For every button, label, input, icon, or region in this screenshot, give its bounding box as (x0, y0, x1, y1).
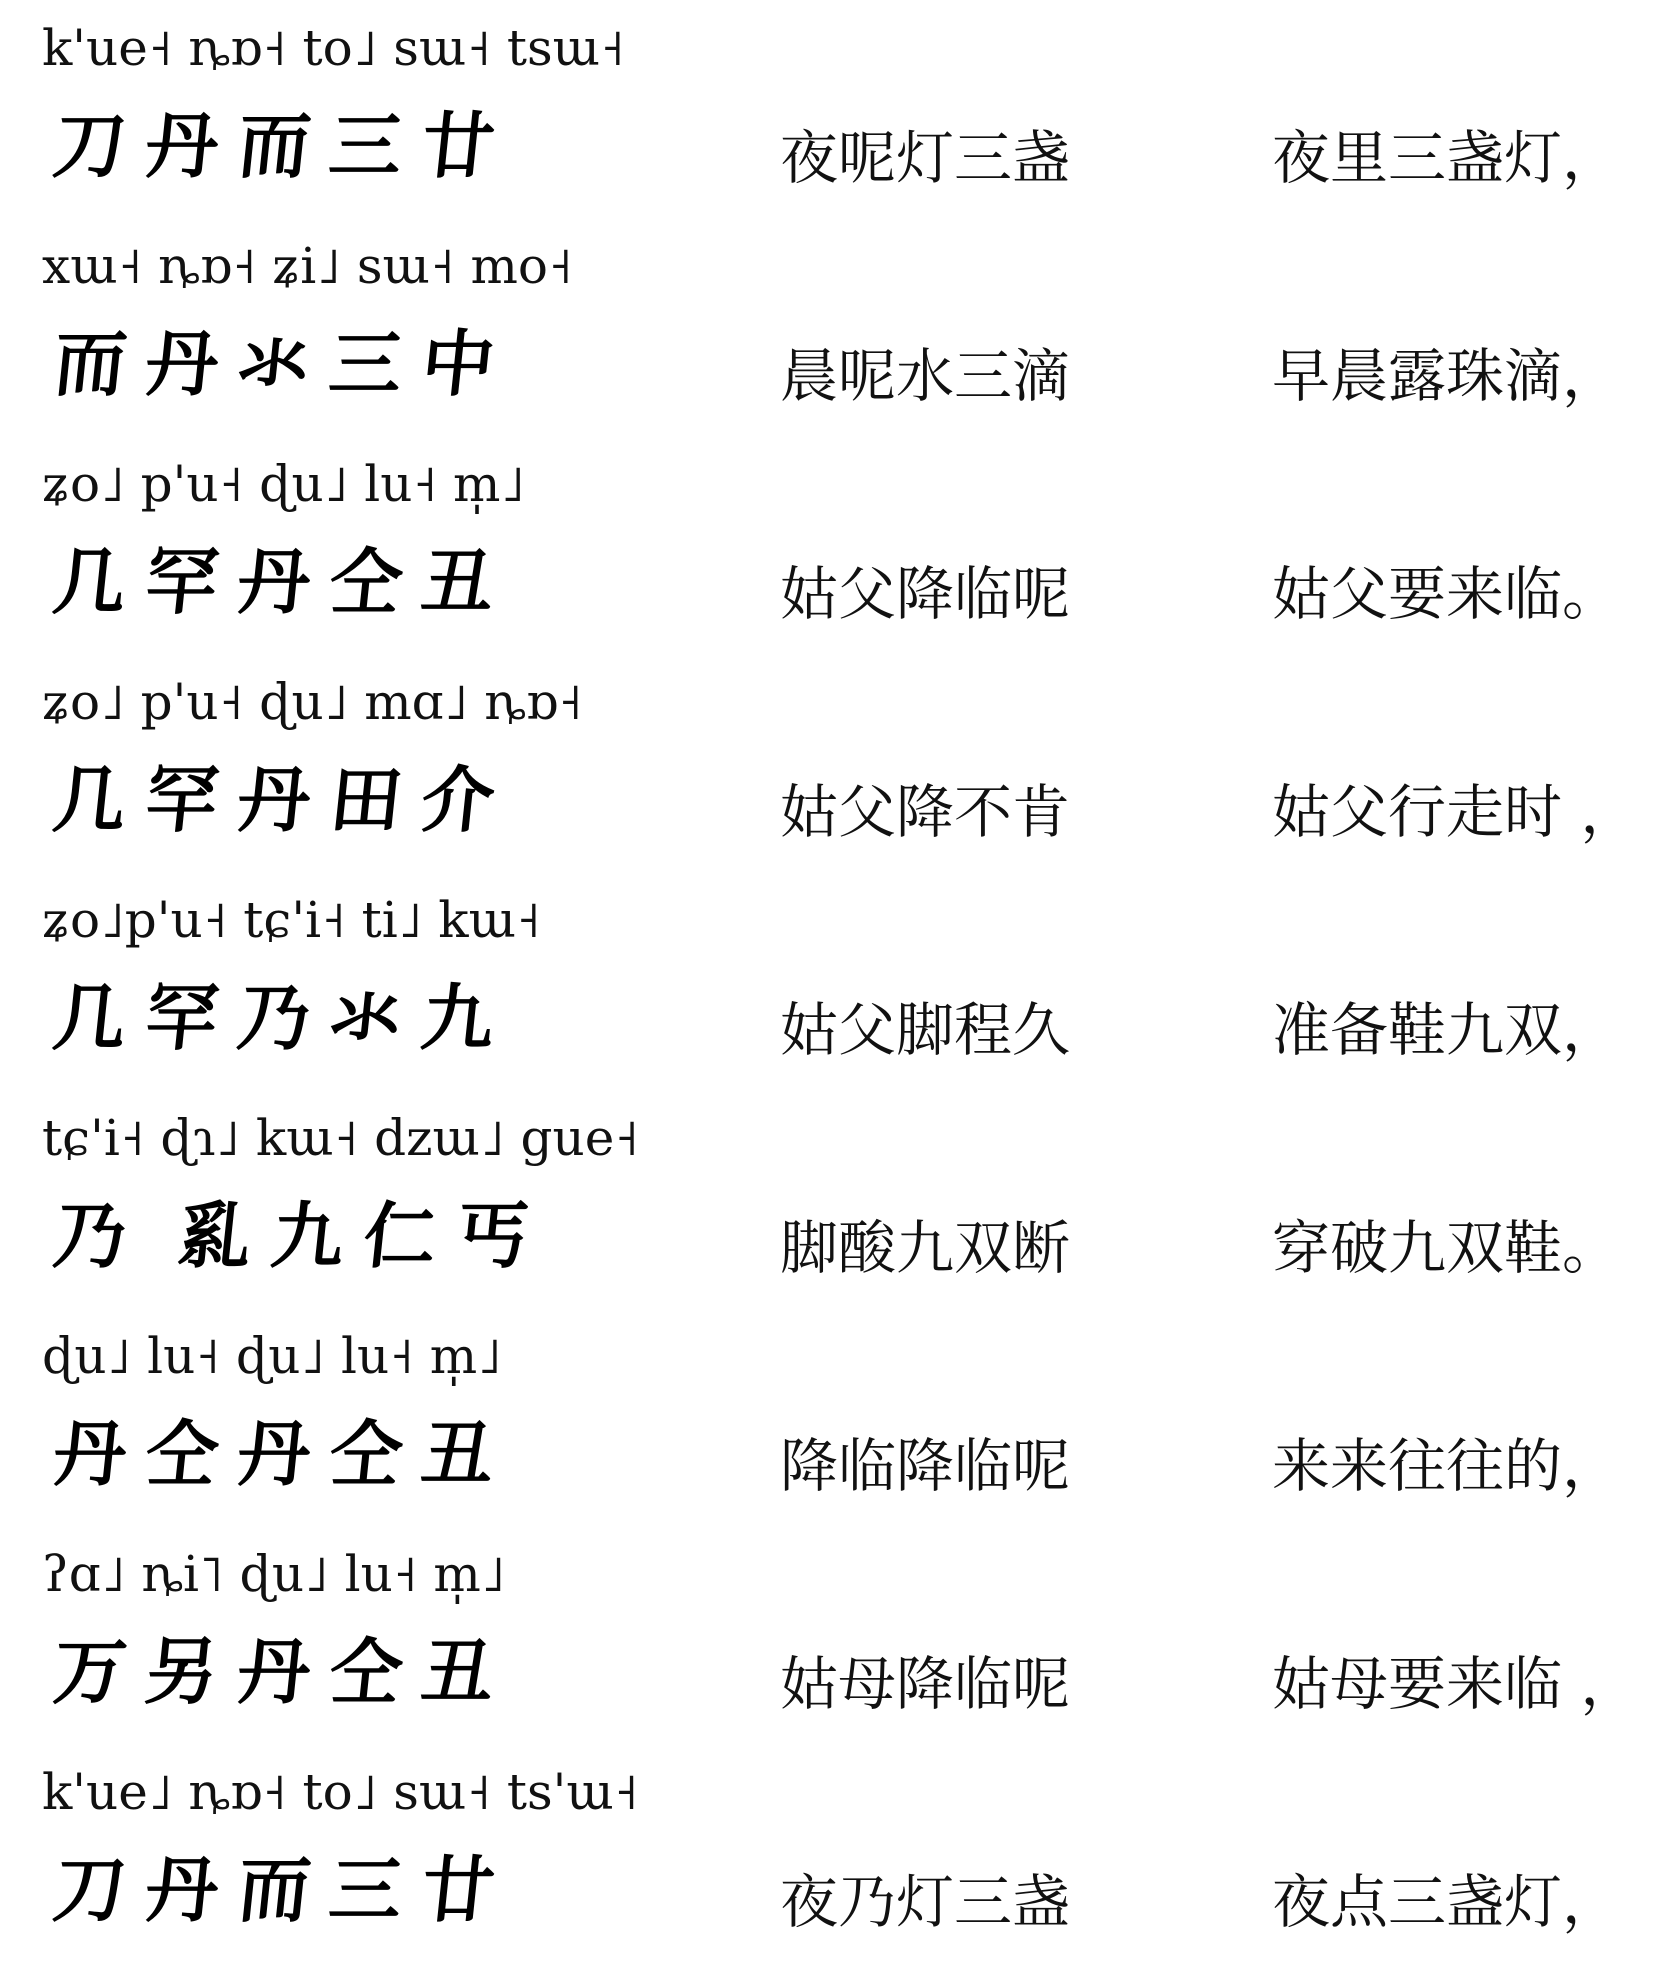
script-glyph: 刀 (49, 104, 131, 188)
script-glyph: 而 (233, 1848, 315, 1932)
script-glyph: 丐 (451, 1194, 533, 1278)
script-glyph: 乿 (175, 1194, 257, 1278)
verse-1 (0, 0, 1674, 218)
script-glyph: 田 (325, 758, 407, 842)
script-glyph: 九 (417, 976, 499, 1060)
script-glyph: 三 (325, 104, 407, 188)
script-glyph: 丹 (49, 1412, 131, 1496)
script-glyph-line (40, 1848, 509, 1932)
phonetic-line: ɖu˩ lu˧ ɖu˩ lu˧ m̩˩ (42, 1327, 502, 1385)
script-glyph: 丑 (417, 540, 499, 624)
free-translation: 夜点三盏灯， (1272, 1868, 1621, 1936)
script-glyph: 廿 (417, 1848, 499, 1932)
free-translation: 夜里三盏灯， (1272, 124, 1621, 192)
script-glyph: 仁 (359, 1194, 441, 1278)
script-glyph: 中 (417, 322, 499, 406)
verse-5 (0, 872, 1674, 1090)
script-glyph: 仝 (325, 540, 407, 624)
script-glyph: 丹 (233, 540, 315, 624)
verse-8 (0, 1526, 1674, 1744)
verse-6 (0, 1090, 1674, 1308)
script-glyph-line (40, 1630, 509, 1714)
free-translation: 姑父要来临。 (1272, 560, 1621, 628)
script-glyph: 乃 (49, 1194, 131, 1278)
verse-2 (0, 218, 1674, 436)
verse-9 (0, 1744, 1674, 1962)
script-glyph: 介 (417, 758, 499, 842)
script-glyph: 氺 (325, 976, 407, 1060)
script-glyph: 乃 (233, 976, 315, 1060)
script-glyph: 万 (49, 1630, 131, 1714)
phonetic-line: ʑo˩ p'u˧ ɖu˩ lu˧ m̩˩ (42, 455, 526, 513)
script-glyph: 九 (267, 1194, 349, 1278)
phonetic-line: k'ue˧ ȵɒ˧ to˩ sɯ˧ tsɯ˧ (42, 19, 625, 77)
script-glyph-line (40, 322, 509, 406)
free-translation: 姑父行走时 ， (1272, 778, 1639, 846)
script-glyph-line (40, 1412, 509, 1496)
free-translation: 准备鞋九双， (1272, 996, 1621, 1064)
script-glyph-line (40, 976, 509, 1060)
free-translation: 姑母要来临 ， (1272, 1650, 1639, 1718)
script-glyph: 另 (141, 1630, 223, 1714)
literal-gloss: 姑父降不肯 (780, 778, 1071, 846)
script-glyph-line (40, 540, 509, 624)
script-glyph: 仝 (141, 1412, 223, 1496)
verse-3 (0, 436, 1674, 654)
script-glyph: 廿 (417, 104, 499, 188)
script-glyph: 丑 (417, 1630, 499, 1714)
free-translation: 来来往往的， (1272, 1432, 1621, 1500)
script-glyph: 罕 (141, 758, 223, 842)
phonetic-line: k'ue˩ ȵɒ˧ to˩ sɯ˧ ts'ɯ˧ (42, 1763, 639, 1821)
script-glyph: 而 (233, 104, 315, 188)
script-glyph: 仝 (325, 1412, 407, 1496)
literal-gloss: 脚酸九双断 (780, 1214, 1071, 1282)
verse-7 (0, 1308, 1674, 1526)
script-glyph: 仝 (325, 1630, 407, 1714)
literal-gloss: 降临降临呢 (780, 1432, 1071, 1500)
script-glyph: 丹 (141, 104, 223, 188)
literal-gloss: 姑母降临呢 (780, 1650, 1071, 1718)
phonetic-line: ʑo˩ p'u˧ ɖu˩ mɑ˩ ȵɒ˧ (42, 673, 583, 731)
script-glyph-line (40, 1194, 543, 1278)
script-glyph: 几 (49, 976, 131, 1060)
phonetic-line: ʑo˩p'u˧ tɕ'i˧ ti˩ kɯ˧ (42, 891, 541, 949)
verse-4 (0, 654, 1674, 872)
script-glyph: 几 (49, 758, 131, 842)
literal-gloss: 晨呢水三滴 (780, 342, 1071, 410)
phonetic-line: xɯ˧ ȵɒ˧ ʑi˩ sɯ˧ mo˧ (42, 237, 573, 295)
script-glyph: 三 (325, 1848, 407, 1932)
script-glyph: 氺 (233, 322, 315, 406)
script-glyph: 几 (49, 540, 131, 624)
script-glyph: 丹 (141, 322, 223, 406)
script-glyph: 丑 (417, 1412, 499, 1496)
script-glyph: 丹 (233, 758, 315, 842)
script-glyph: 罕 (141, 540, 223, 624)
script-glyph-line (40, 758, 509, 842)
script-glyph: 丹 (141, 1848, 223, 1932)
literal-gloss: 夜乃灯三盏 (780, 1868, 1071, 1936)
literal-gloss: 夜呢灯三盏 (780, 124, 1071, 192)
literal-gloss: 姑父脚程久 (780, 996, 1071, 1064)
script-glyph: 丹 (233, 1630, 315, 1714)
phonetic-line: tɕ'i˧ ɖɿ˩ kɯ˧ dzɯ˩ gue˧ (42, 1109, 639, 1167)
literal-gloss: 姑父降临呢 (780, 560, 1071, 628)
script-glyph: 罕 (141, 976, 223, 1060)
free-translation: 早晨露珠滴， (1272, 342, 1621, 410)
script-glyph: 三 (325, 322, 407, 406)
free-translation: 穿破九双鞋。 (1272, 1214, 1621, 1282)
script-glyph: 而 (49, 322, 131, 406)
script-glyph: 刀 (49, 1848, 131, 1932)
script-glyph: 丹 (233, 1412, 315, 1496)
phonetic-line: ʔɑ˩ ȵi˥ ɖu˩ lu˧ m̩˩ (42, 1545, 506, 1603)
script-glyph-line (40, 104, 509, 188)
